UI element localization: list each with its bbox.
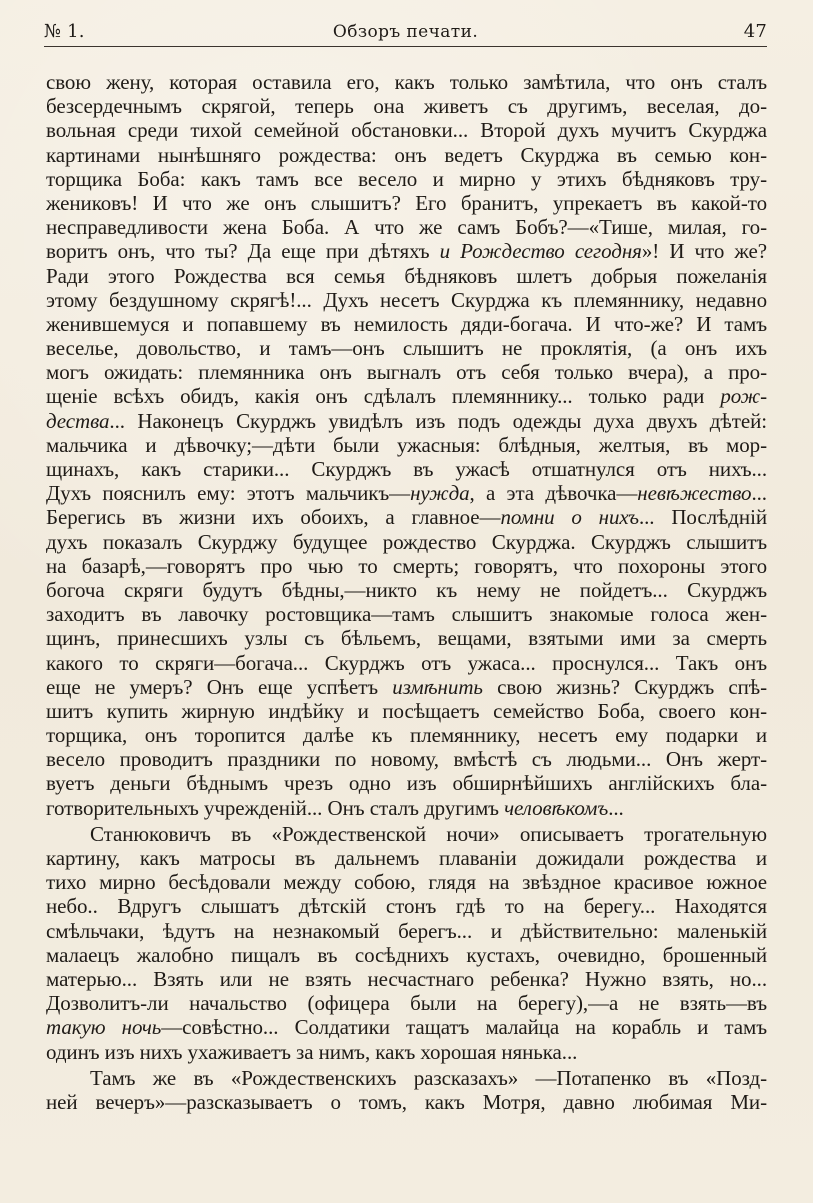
text-line [46,602,767,626]
text-segment: могъ ожидать: племянника онъ выгналъ отъ себя только вчера), а про- [46,360,767,385]
text-segment: щинахъ, какъ старики... Скурджъ въ ужасѣ отшатнулся отъ нихъ... [46,457,767,481]
text-segment: Духъ пояснилъ ему: этотъ мальчикъ— [46,481,411,506]
text-line [46,747,767,771]
text-line [46,699,767,723]
text-line [46,796,767,820]
text-segment: веселье, довольство, и тамъ—онъ слышитъ не проклятія, (а онъ ихъ [46,336,767,361]
text-line [46,433,767,457]
text-line [46,481,767,505]
text-line [46,118,767,142]
text-line [46,967,767,991]
text-line [46,384,767,408]
text-line [46,70,767,94]
text-segment: воритъ онъ, что ты? Да еще при дѣтяхъ [46,239,440,264]
text-line [46,846,767,870]
text-line [46,919,767,943]
text-segment: картинами нынѣшняго рождества: онъ ведетъ Скурджа въ семью кон- [46,142,767,167]
text-line [46,288,767,312]
text-line [46,626,767,650]
text-segment: малаецъ жалобно пищалъ въ сосѣднихъ кустахъ, очевидно, брошенный [46,942,767,967]
text-line [46,1090,767,1114]
text-segment: Тамъ же въ «Рождественскихъ разсказахъ» —Потапенко въ «Позд- [90,1065,767,1090]
text-line [46,505,767,529]
text-segment: вольная среди тихой семейной обстановки... Второй духъ мучитъ Скурджа [46,118,767,143]
issue-number: № 1. [44,21,85,42]
italic-text: человѣкомъ [504,795,609,820]
article-body [46,70,767,1114]
text-segment: шитъ купить жирную индѣйку и посѣщаетъ семейство Боба, своего кон- [46,698,767,723]
text-line [46,239,767,263]
text-line [46,312,767,336]
text-line [46,675,767,699]
text-line [46,723,767,747]
text-line [46,870,767,894]
text-segment: весело проводитъ праздники по новому, вмѣстѣ съ людьми... Онъ жерт- [46,747,767,772]
running-title: Обзоръ печати. [332,22,479,42]
italic-text: такую ночь [46,1015,162,1040]
text-line [46,457,767,481]
text-segment: заходитъ въ лавочку ростовщика—тамъ слышитъ знакомые голоса жен- [46,602,767,627]
text-segment: свою жизнь? Скурджъ спѣ- [482,674,767,699]
text-segment: одинъ изъ нихъ ухаживаетъ за нимъ, какъ хорошая нянька... [46,1039,578,1064]
text-segment: свою жену, которая оставила его, какъ только замѣтила, что онъ сталъ [46,70,767,94]
text-line [46,360,767,384]
text-segment: —совѣстно... Солдатики тащатъ малайца на корабль и тамъ [161,1015,767,1040]
text-line [46,167,767,191]
text-segment: , а эта дѣвочка— [469,481,638,506]
text-segment: картину, какъ матросы въ дальнемъ плаваніи дожидали рождества и [46,846,767,870]
text-segment: Берегись въ жизни ихъ обоихъ, а главное— [46,505,501,530]
page-header [44,18,767,47]
text-segment: ... Послѣдній [638,505,767,530]
text-segment: тихо мирно бесѣдовали между собою, глядя на звѣздное красивое южное [46,870,767,895]
page-number: 47 [743,21,767,42]
text-segment: »! И что же? [641,239,767,264]
text-segment: щеніе всѣхъ обидъ, какія онъ сдѣлалъ племяннику... только ради [46,384,721,409]
text-segment: этому бездушному скрягѣ!... Духъ несетъ Скурджа къ племяннику, недавно [46,287,767,312]
text-segment: мальчика и дѣвочку;—дѣти были ужасныя: блѣдныя, желтыя, въ мор- [46,432,767,457]
text-segment: еще не умеръ? Онъ еще успѣетъ [46,674,393,699]
text-segment: на базарѣ,—говорятъ про чью то смерть; говорятъ, что похороны этого [46,553,767,578]
text-segment: безсердечнымъ скрягой, теперь она живетъ съ другимъ, веселая, до- [46,94,767,119]
text-segment: женившемуся и попавшему въ немилость дяди-богача. И что-же? И тамъ [46,311,767,336]
text-segment: ... [608,795,624,820]
text-line [46,264,767,288]
italic-text: измѣнить [392,674,483,699]
text-segment: жениковъ! И что же онъ слышитъ? Его бранитъ, упрекаетъ въ какой-то [46,190,767,215]
text-segment: готворительныхъ учрежденій... Онъ сталъ другимъ [46,795,505,820]
italic-text: рож- [720,384,767,409]
text-segment: Станюковичъ въ «Рождественской ночи» описываетъ трогательную [90,821,767,846]
text-line [46,578,767,602]
text-segment: ... Наконецъ Скурджъ увидѣлъ изъ подъ одежды духа двухъ дѣтей: [109,408,767,433]
text-segment: смѣльчаки, ѣдутъ на незнакомый берегъ... и дѣйствительно: маленькій [46,918,767,943]
text-line [46,191,767,215]
italic-text: невѣжество [637,481,752,506]
text-line [46,1066,767,1090]
text-line [46,336,767,360]
text-line [46,651,767,675]
italic-text: помни о нихъ [500,505,639,530]
text-segment: Ради этого Рождества вся семья бѣдняковъ шлетъ добрыя пожеланія [46,263,767,288]
text-line [46,822,767,846]
text-line [46,943,767,967]
text-segment: духъ показалъ Скурджу будущее рождество Скурджа. Скурджъ слышитъ [46,529,767,554]
text-segment: матерью... Взять или не взять несчастнаго ребенка? Нужно взять, но... [46,966,767,991]
text-segment: щинъ, принесшихъ узлы съ бѣльемъ, вещами, взятыми ими за смерть [46,626,767,651]
text-line [46,554,767,578]
text-segment: несправедливости жена Боба. А что же самъ Бобъ?—«Тише, милая, го- [46,215,767,240]
text-segment: торщика Боба: какъ тамъ все весело и мирно у этихъ бѣдняковъ тру- [46,166,767,191]
text-segment: богоча скряги будутъ бѣдны,—никто къ нему не пойдетъ... Скурджъ [46,577,767,602]
text-segment: вуетъ деньги бѣднымъ чрезъ одно изъ обширнѣйшихъ англійскихъ бла- [46,771,767,796]
text-segment: небо.. Вдругъ слышатъ дѣтскій стонъ гдѣ то на берегу... Находятся [46,894,767,919]
text-line [46,894,767,918]
text-line [46,530,767,554]
text-segment: ней вечеръ»—разсказываетъ о томъ, какъ Мотря, давно любимая Ми- [46,1089,767,1114]
text-line [46,1040,767,1064]
italic-text: дества [46,408,110,433]
text-segment: какого то скряги—богача... Скурджъ отъ ужаса... проснулся... Такъ онъ [46,650,767,675]
text-line [46,771,767,795]
text-segment: Дозволитъ-ли начальство (офицера были на берегу),—а не взять—въ [46,991,767,1016]
italic-text: нужда [410,481,470,506]
text-line [46,1015,767,1039]
text-segment: ... [751,481,767,506]
text-line [46,94,767,118]
text-line [46,991,767,1015]
text-line [46,215,767,239]
italic-text: и Рождество сегодня [439,239,642,264]
text-segment: торщика, онъ торопится далѣе къ племяннику, несетъ ему подарки и [46,723,767,748]
text-line [46,409,767,433]
text-line [46,143,767,167]
